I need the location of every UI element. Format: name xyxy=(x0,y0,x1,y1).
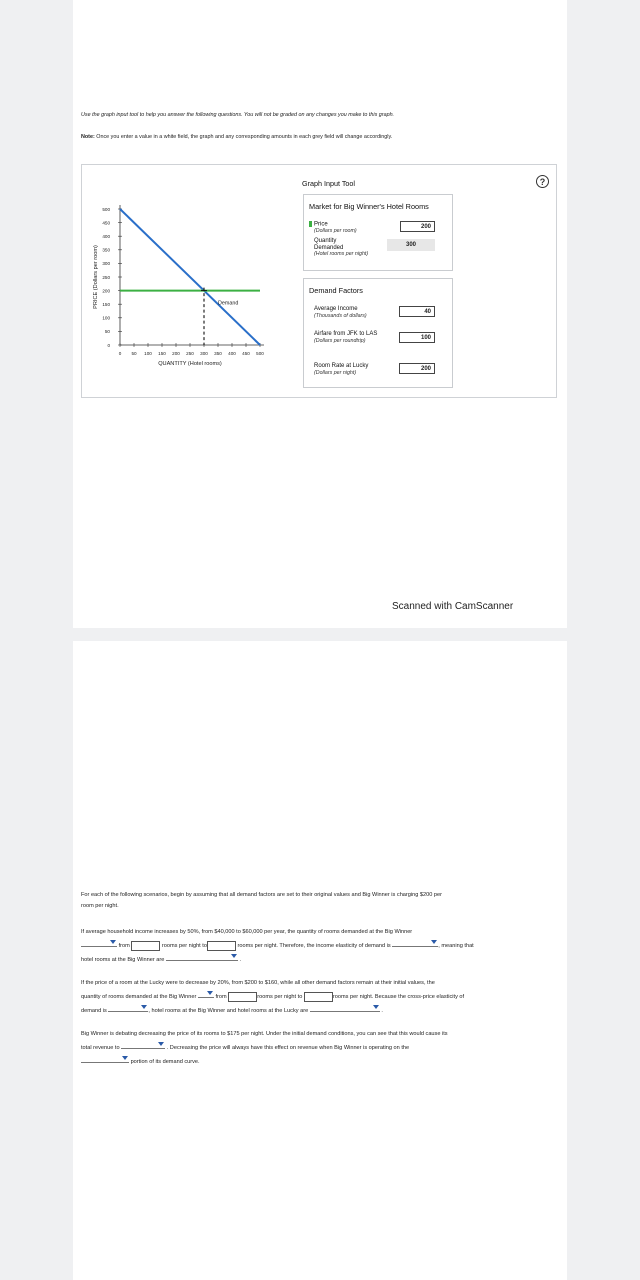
quantity-label-1: Quantity xyxy=(314,238,337,244)
market-box xyxy=(303,194,453,271)
q1-direction-dropdown[interactable] xyxy=(81,938,117,947)
chevron-down-icon xyxy=(122,1056,128,1060)
price-row xyxy=(309,221,357,234)
q1-mid-text: rooms per night to xyxy=(161,943,207,949)
y-tick-label: 150 xyxy=(102,302,110,307)
scenario-intro xyxy=(81,890,561,912)
income-input[interactable]: 40 xyxy=(399,306,435,317)
demand-curve-label: Demand xyxy=(218,300,239,307)
x-tick-label: 250 xyxy=(186,351,194,356)
question-cross-price xyxy=(81,978,561,1017)
airfare-input[interactable]: 100 xyxy=(399,332,435,343)
lucky-rate-input[interactable]: 200 xyxy=(399,363,435,374)
scanned-page-1 xyxy=(73,0,567,628)
q3-line-3 xyxy=(81,1054,561,1068)
x-tick-label: 200 xyxy=(172,351,180,356)
quantity-label-2: Demanded xyxy=(314,244,344,251)
chevron-down-icon xyxy=(110,940,116,944)
scanner-watermark: Scanned with CamScanner xyxy=(392,601,514,612)
question-revenue xyxy=(81,1029,561,1068)
q2-to-input[interactable] xyxy=(304,992,333,1002)
chevron-down-icon xyxy=(231,954,237,958)
income-label: Average Income xyxy=(314,306,358,312)
q2-from-input[interactable] xyxy=(228,992,257,1002)
q2-direction-dropdown[interactable] xyxy=(198,989,214,998)
q3-line-1: Big Winner is debating decreasing the price of its rooms to $175 per night. Under the initial demand conditions, you can see that this would cause its xyxy=(81,1031,448,1037)
x-tick-label: 350 xyxy=(214,351,222,356)
chevron-down-icon xyxy=(158,1042,164,1046)
lucky-unit: (Dollars per night) xyxy=(314,369,357,376)
lucky-label: Room Rate at Lucky xyxy=(314,363,369,369)
price-input[interactable]: 200 xyxy=(400,221,435,232)
price-label: Price xyxy=(314,221,328,228)
y-tick-label: 400 xyxy=(102,234,110,239)
scanned-page-2 xyxy=(73,641,567,1280)
q1-tail-text: , meaning that xyxy=(438,943,474,949)
factors-title: Demand Factors xyxy=(309,286,363,295)
q2-mid-text: rooms per night to xyxy=(257,994,303,1000)
y-tick-label: 50 xyxy=(104,329,110,335)
q1-end-text: rooms per night. Therefore, the income elasticity of demand is xyxy=(237,943,391,949)
chevron-down-icon xyxy=(207,991,213,995)
demand-factors-box xyxy=(303,278,453,388)
y-tick-label: 300 xyxy=(102,261,110,267)
x-tick-label: 300 xyxy=(200,351,208,356)
x-tick-label: 50 xyxy=(131,351,137,356)
y-tick-label: 100 xyxy=(102,315,110,321)
y-tick-label: 350 xyxy=(102,247,110,253)
q2-from-text: from xyxy=(215,994,227,1000)
x-tick-label: 150 xyxy=(158,351,166,356)
graph-input-tool xyxy=(81,164,557,398)
y-tick-label: 450 xyxy=(102,220,110,226)
q3-portion-dropdown[interactable] xyxy=(81,1054,129,1063)
demand-chart xyxy=(82,165,302,399)
note-label: Note: xyxy=(81,134,95,140)
x-tick-label: 0 xyxy=(118,351,122,356)
q3-tail-text: portion of its demand curve. xyxy=(130,1059,200,1065)
q1-good-type-dropdown[interactable] xyxy=(166,952,238,961)
q2-line-1: If the price of a room at the Lucky were to decrease by 20%, from $200 to $160, while all other demand factors remain at their initial values, the xyxy=(81,980,435,986)
q3-start-text: total revenue to xyxy=(81,1045,120,1051)
q2-period: . xyxy=(381,1008,383,1014)
q1-goods-text: hotel rooms at the Big Winner are xyxy=(81,957,165,963)
q2-demand-text: demand is xyxy=(81,1008,107,1014)
price-unit: (Dollars per room) xyxy=(314,228,357,235)
airfare-unit: (Dollars per roundtrip) xyxy=(314,337,366,344)
q2-relationship-dropdown[interactable] xyxy=(310,1003,380,1012)
income-row xyxy=(314,306,384,319)
x-tick-label: 500 xyxy=(256,351,264,356)
y-axis-label: PRICE (Dollars per room) xyxy=(93,245,99,309)
y-tick-label: 200 xyxy=(102,288,110,294)
q2-start-text: quantity of rooms demanded at the Big Winner xyxy=(81,994,197,1000)
price-legend-marker xyxy=(309,221,312,227)
q1-line-3 xyxy=(81,952,561,966)
chevron-down-icon xyxy=(373,1005,379,1009)
q2-line-2 xyxy=(81,989,561,1003)
scenario-intro-line-2: room per night. xyxy=(81,903,119,909)
q1-line-1: If average household income increases by 50%, from $40,000 to $60,000 per year, the quantity of rooms demanded at the Big Winner xyxy=(81,929,413,935)
note-text xyxy=(81,134,392,140)
tool-title: Graph Input Tool xyxy=(302,179,356,188)
q3-line-2 xyxy=(81,1040,561,1054)
airfare-row xyxy=(314,331,384,344)
quantity-row xyxy=(314,238,384,257)
q2-mid2-text: , hotel rooms at the Big Winner and hotel rooms at the Lucky are xyxy=(148,1008,309,1014)
chevron-down-icon xyxy=(141,1005,147,1009)
x-tick-label: 400 xyxy=(228,351,236,356)
q1-from-text: from xyxy=(118,943,130,949)
chevron-down-icon xyxy=(431,940,437,944)
quantity-value: 300 xyxy=(387,239,435,251)
q2-end-text: rooms per night. Because the cross-price elasticity of xyxy=(332,994,465,1000)
q3-revenue-dropdown[interactable] xyxy=(121,1040,165,1049)
instructions-text: Use the graph input tool to help you answer the following questions. You will not be graded on any changes you make to this graph. xyxy=(81,112,395,118)
note-body: Once you enter a value in a white field, the graph and any corresponding amounts in each grey field will change accordingly. xyxy=(94,134,393,140)
y-tick-label: 500 xyxy=(102,206,110,212)
q1-from-input[interactable] xyxy=(131,941,160,951)
x-tick-label: 450 xyxy=(242,351,250,356)
scenario-intro-line-1: For each of the following scenarios, begin by assuming that all demand factors are set to their original values and Big Winner is charging $200 per xyxy=(81,892,442,898)
question-income xyxy=(81,927,561,966)
quantity-unit: (Hotel rooms per night) xyxy=(314,251,369,258)
q2-line-3 xyxy=(81,1003,561,1017)
x-tick-label: 100 xyxy=(144,351,152,356)
airfare-label: Airfare from JFK to LAS xyxy=(314,331,378,337)
q1-to-input[interactable] xyxy=(207,941,236,951)
q1-elasticity-dropdown[interactable] xyxy=(392,938,438,947)
demand-line xyxy=(120,209,260,345)
q1-period: . xyxy=(239,957,242,963)
y-tick-label: 250 xyxy=(102,274,110,280)
help-icon[interactable]: ? xyxy=(536,175,549,188)
lucky-row xyxy=(314,363,390,376)
income-unit: (Thousands of dollars) xyxy=(314,312,367,319)
market-title: Market for Big Winner's Hotel Rooms xyxy=(309,202,429,211)
x-axis-label: QUANTITY (Hotel rooms) xyxy=(158,361,222,367)
q3-end-text: . Decreasing the price will always have this effect on revenue when Big Winner is operating on the xyxy=(166,1045,410,1051)
q2-elasticity-dropdown[interactable] xyxy=(108,1003,148,1012)
q1-line-2 xyxy=(81,938,561,952)
y-tick-label: 0 xyxy=(107,342,110,348)
